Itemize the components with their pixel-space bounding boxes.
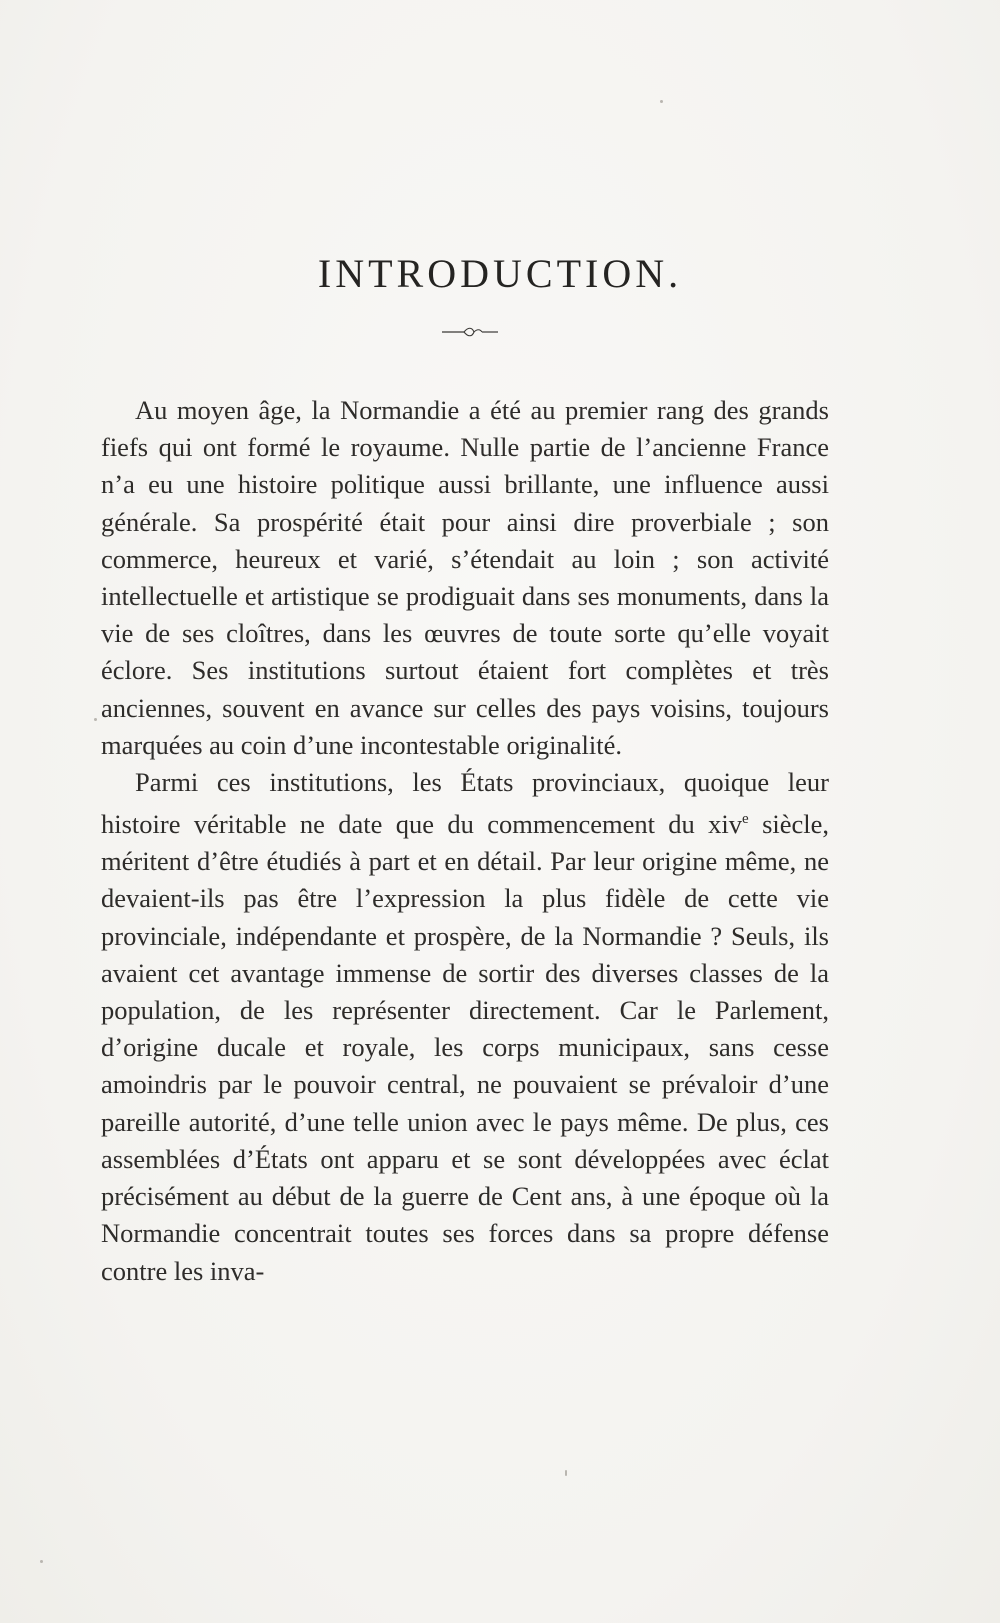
paper-speck bbox=[565, 1470, 567, 1476]
paper-speck bbox=[94, 718, 97, 721]
paper-speck bbox=[660, 100, 663, 103]
paragraph-1: Au moyen âge, la Normandie a été au premier rang des grands fiefs qui ont formé le royaume. Nulle partie de l’ancienne France n’a eu une histoire politique aussi brillante, une influence aussi générale. Sa prospérité était pour ainsi dire proverbiale ; son commerce, heureux et varié, s’étendait au loin ; son activité intellectuelle et artistique se prodiguait dans ses monuments, dans la vie de ses cloîtres, dans les œuvres de toute sorte qu’elle voyait éclore. Ses institutions surtout étaient fort complètes et très anciennes, souvent en avance sur celles des pays voisins, toujours marquées au coin d’une incontestable originalité. bbox=[101, 395, 829, 760]
paragraph-2 bbox=[101, 764, 829, 1290]
paper-speck bbox=[40, 1560, 43, 1563]
paragraph-2-rest: siècle, méritent d’être étudiés à part et en détail. Par leur origine même, ne devaient-ils pas être l’expression la plus fidèle de cette vie provinciale, indépendante et prospère, de la Normandie ? Seuls, ils avaient cet avantage immense de sortir des diverses classes de la population, de les représenter directement. Car le Parlement, d’origine ducale et royale, les corps municipaux, sans cesse amoindris par le pouvoir central, ne pouvaient se prévaloir d’une pareille autorité, d’une telle union avec le pays même. De plus, ces assemblées d’États ont apparu et se sont développées avec éclat précisément au début de la guerre de Cent ans, à une époque où la Normandie concentrait toutes ses forces dans sa propre défense contre les inva- bbox=[101, 809, 830, 1286]
introduction-body bbox=[101, 392, 829, 1290]
title-ornament bbox=[440, 326, 500, 338]
paragraph-2-start: Parmi ces institutions, les États provinciaux, quoique leur histoire véritable ne date que du commencement du xiv bbox=[101, 767, 829, 840]
superscript-e: e bbox=[742, 811, 749, 828]
page-title: INTRODUCTION. bbox=[317, 251, 683, 296]
